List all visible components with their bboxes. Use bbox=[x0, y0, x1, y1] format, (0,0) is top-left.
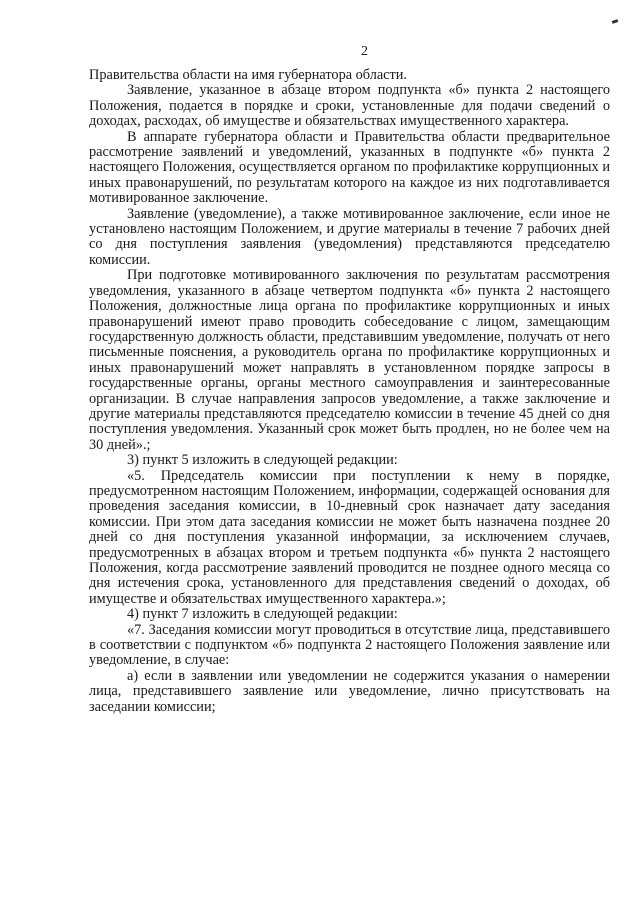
paragraph: 4) пункт 7 изложить в следующей редакции: bbox=[127, 606, 398, 623]
paragraph: Заявление, указанное в абзаце втором подпункта «б» пункта 2 настоящего Положения, подается в порядке и сроки, установленные для подачи сведений о доходах, расходах, об имуществе и обязательствах имущественного характера. bbox=[89, 82, 610, 130]
document-body bbox=[89, 68, 610, 715]
paragraph: Правительства области на имя губернатора области. bbox=[89, 67, 408, 83]
paragraph: а) если в заявлении или уведомлении не содержится указания о намерении лица, представившего заявление или уведомление, лично присутствовать на заседании комиссии; bbox=[89, 667, 610, 715]
paragraph: Заявление (уведомление), а также мотивированное заключение, если иное не установлено настоящим Положением, и другие материалы в течение 7 рабочих дней со дня поступления заявления (уведомления) представляются председателю комиссии. bbox=[89, 205, 610, 268]
paragraph: «7. Заседания комиссии могут проводиться в отсутствие лица, представившего в соответствии с подпунктом «б» подпункта 2 настоящего Положения заявление или уведомление, в случае: bbox=[89, 621, 610, 669]
scan-mark bbox=[612, 19, 619, 24]
page-number: 2 bbox=[361, 44, 368, 59]
paragraph: В аппарате губернатора области и Правительства области предварительное рассмотрение заявлений и уведомлений, указанных в подпункте «б» пункта 2 настоящего Положения, осуществляется органом по профилактике коррупционных и иных правонарушений, по результатам которого на каждое из них подготавливается мотивированное заключение. bbox=[89, 128, 610, 207]
paragraph: «5. Председатель комиссии при поступлении к нему в порядке, предусмотренном настоящим Положением, информации, содержащей основания для проведения заседания комиссии, в 10-дневный срок назначает дату заседания комиссии. При этом дата заседания комиссии не может быть назначена позднее 20 дней со дня поступления указанной информации, за исключением случаев, предусмотренных в абзацах втором и третьем подпункта «б» пункта 2 настоящего Положения, когда рассмотрение заявлений проводится не позднее одного месяца со дня истечения срока, установленного для представления сведений о доходах, об имуществе и обязательствах имущественного характера.»; bbox=[89, 467, 610, 607]
paragraph: При подготовке мотивированного заключения по результатам рассмотрения уведомления, указанного в абзаце четвертом подпункта «б» пункта 2 настоящего Положения, должностные лица органа по профилактике коррупционных и иных правонарушений имеют право проводить собеседование с лицом, замещающим государственную должность области, представившим уведомление, получать от него письменные пояснения, а руководитель органа по профилактике коррупционных и иных правонарушений может направлять в установленном порядке запросы в государственные органы, органы местного самоуправления и заинтересованные организации. В случае направления запросов уведомление, а также заключение и другие материалы представляются председателю комиссии в течение 45 дней со дня поступления уведомления. Указанный срок может быть продлен, но не более чем на 30 дней».; bbox=[89, 267, 610, 453]
paragraph: 3) пункт 5 изложить в следующей редакции: bbox=[127, 452, 398, 469]
